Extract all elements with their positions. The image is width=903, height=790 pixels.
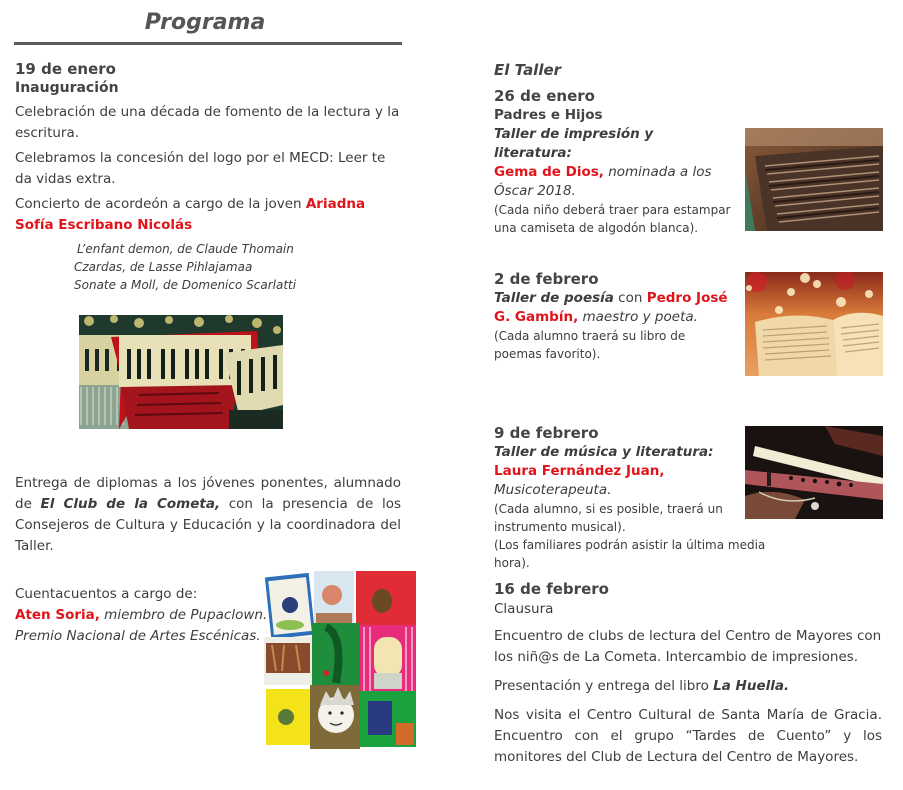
piece-list [15, 240, 401, 294]
workshop-title: Taller de poesía [494, 290, 614, 306]
performer-name: Aten Soria, [15, 607, 100, 623]
event-paragraph: Nos visita el Centro Cultural de Santa María de Gracia. Encuentro con el grupo “Tardes de Cuento” y los monitores del Club de Lectura del Centro de Mayores. [494, 707, 882, 765]
guest-name: Gema de Dios, [494, 164, 604, 180]
event-date: 16 de febrero [494, 580, 609, 598]
diplomas-text: Entrega de diplomas a los jóvenes ponentes, alumnado de [15, 475, 401, 512]
event-note: (Cada alumno traerá su libro de poemas favorito). [494, 329, 686, 361]
connector-text: con [613, 290, 647, 306]
printing-press-photo [745, 128, 883, 231]
event-paragraph: Celebración de una década de fomento de la lectura y la escritura. [15, 104, 400, 141]
event-taller-26-enero [494, 60, 734, 237]
accordion-photo [79, 315, 283, 429]
page-title: Programa [144, 10, 266, 35]
guest-description: maestro y poeta. [578, 309, 698, 325]
diplomas-text-end: con la presencia de los Consejeros de Cultura y Educación y la coordinadora del Taller. [15, 496, 401, 554]
storytelling-intro: Cuentacuentos a cargo de: [15, 586, 198, 602]
event-inauguracion [15, 60, 401, 294]
performer-name: Ariadna Sofía Escribano Nicolás [15, 196, 366, 233]
diplomas-paragraph [15, 473, 401, 557]
book-title: La Huella. [713, 678, 790, 694]
guest-description: Musicoterapeuta. [494, 482, 612, 498]
section-title: El Taller [494, 61, 562, 79]
picture-books-collage [264, 565, 420, 751]
guest-name: Pedro José G. Gambín, [494, 290, 728, 325]
guest-line [494, 163, 734, 201]
event-date: 19 de enero [15, 60, 116, 78]
event-paragraph: Encuentro de clubs de lectura del Centro de Mayores con los niñ@s de La Cometa. Intercambio de impresiones. [494, 628, 882, 665]
event-note: (Los familiares podrán asistir la última media hora). [494, 538, 766, 570]
guest-name: Laura Fernández Juan, [494, 463, 665, 479]
presentation-text: Presentación y entrega del libro [494, 678, 714, 694]
performer-role: miembro de Pupaclown. [99, 607, 268, 623]
piece-item: Sonate a Moll, de Domenico Scarlatti [74, 278, 297, 292]
event-clausura [494, 580, 882, 768]
event-subtitle: Clausura [494, 601, 554, 617]
event-taller-2-febrero [494, 270, 734, 363]
event-date: 26 de enero [494, 87, 595, 105]
event-title: Inauguración [15, 80, 119, 96]
event-date: 9 de febrero [494, 424, 599, 442]
piece-item: L’enfant demon, de Claude Thomain [77, 242, 294, 256]
concert-paragraph [15, 194, 401, 236]
performer-award: Premio Nacional de Artes Escénicas. [15, 628, 261, 644]
title-divider [14, 42, 402, 45]
event-subtitle: Padres e Hijos [494, 107, 603, 123]
book-presentation [494, 676, 882, 697]
piece-item: Czardas, de Lasse Pihlajamaa [74, 260, 253, 274]
event-note: (Cada niño deberá traer para estampar una camiseta de algodón blanca). [494, 203, 731, 235]
workshop-title: Taller de música y literatura: [494, 444, 714, 460]
guest-description: nominada a los Óscar 2018. [494, 164, 712, 199]
workshop-title: Taller de impresión y literatura: [494, 126, 654, 161]
concert-text: Concierto de acordeón a cargo de la joven [15, 196, 306, 212]
flute-photo [745, 426, 883, 519]
workshop-line [494, 289, 734, 327]
event-note: (Cada alumno, si es posible, traerá un instrumento musical). [494, 502, 723, 534]
event-paragraph: Celebramos la concesión del logo por el MECD: Leer te da vidas extra. [15, 150, 386, 187]
club-name: El Club de la Cometa, [40, 496, 221, 512]
open-book-photo [745, 272, 883, 376]
event-date: 2 de febrero [494, 270, 599, 288]
